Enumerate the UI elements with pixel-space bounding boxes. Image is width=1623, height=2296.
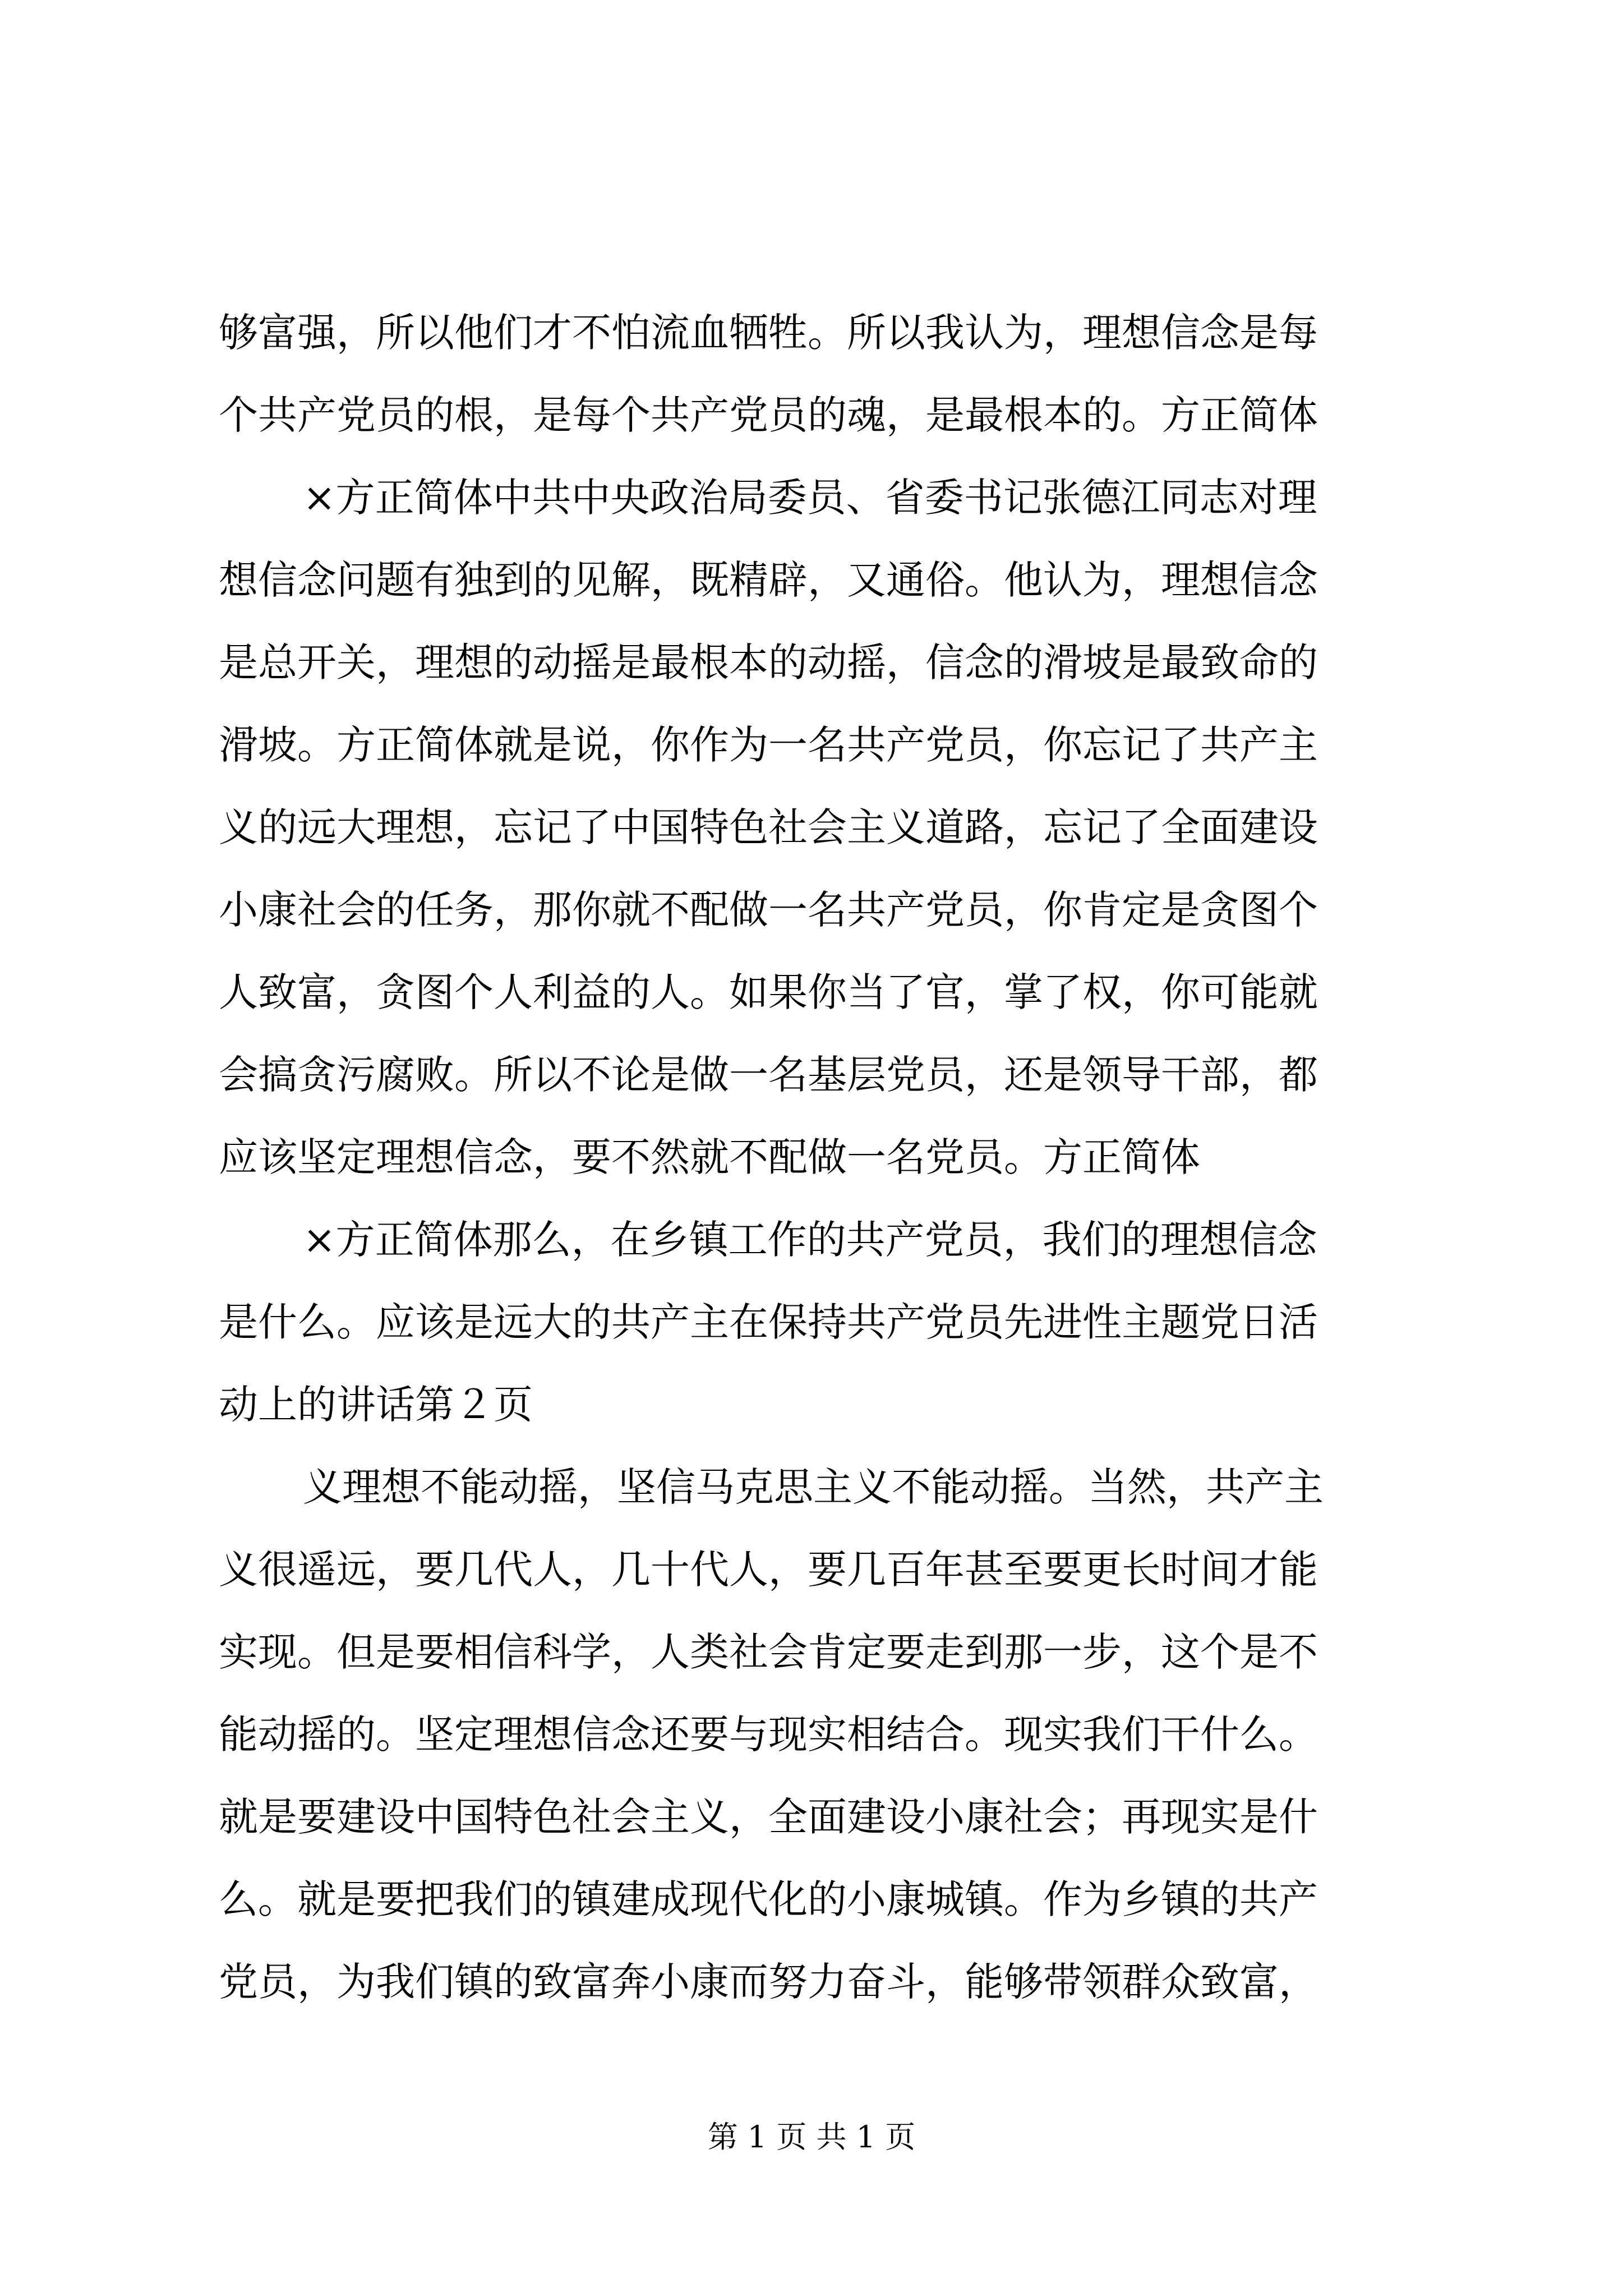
text-line: 会搞贪污腐败。所以不论是做一名基层党员，还是领导干部，都 (219, 1052, 1318, 1098)
text-line: 滑坡。方正简体就是说，你作为一名共产党员，你忘记了共产主 (219, 722, 1318, 768)
text-line: 实现。但是要相信科学，人类社会肯定要走到那一步，这个是不 (219, 1629, 1318, 1675)
text-line: 是什么。应该是远大的共产主在保持共产党员先进性主题党日活 (219, 1299, 1318, 1345)
text-line: 是总开关，理想的动摇是最根本的动摇，信念的滑坡是最致命的 (219, 639, 1318, 685)
text-line: 个共产党员的根，是每个共产党员的魂，是最根本的。方正简体 (219, 392, 1318, 438)
text-line: 人致富，贪图个人利益的人。如果你当了官，掌了权，你可能就 (219, 969, 1318, 1015)
text-line: 能动摇的。坚定理想信念还要与现实相结合。现实我们干什么。 (219, 1711, 1318, 1757)
text-line: 小康社会的任务，那你就不配做一名共产党员，你肯定是贪图个 (219, 887, 1318, 933)
page-number-footer: 第 1 页 共 1 页 (707, 2119, 916, 2155)
text-line: 够富强，所以他们才不怕流血牺牲。所以我认为，理想信念是每 (219, 310, 1318, 356)
text-line: 就是要建设中国特色社会主义，全面建设小康社会；再现实是什 (219, 1794, 1318, 1840)
document-body (219, 292, 1424, 2023)
text-line: ×方正简体中共中央政治局委员、省委书记张德江同志对理 (303, 475, 1317, 521)
text-line: 义理想不能动摇，坚信马克思主义不能动摇。当然，共产主 (303, 1464, 1324, 1510)
text-line: ×方正简体那么，在乡镇工作的共产党员，我们的理想信念 (303, 1217, 1317, 1263)
text-line: 应该坚定理想信念，要不然就不配做一名党员。方正简体 (219, 1134, 1200, 1180)
text-line: 义很遥远，要几代人，几十代人，要几百年甚至要更长时间才能 (219, 1547, 1318, 1593)
text-line: 动上的讲话第２页 (219, 1382, 533, 1428)
text-line: 么。就是要把我们的镇建成现代化的小康城镇。作为乡镇的共产 (219, 1876, 1318, 1922)
text-line: 义的远大理想，忘记了中国特色社会主义道路，忘记了全面建设 (219, 804, 1318, 850)
text-line: 想信念问题有独到的见解，既精辟，又通俗。他认为，理想信念 (219, 557, 1318, 603)
text-line: 党员，为我们镇的致富奔小康而努力奋斗，能够带领群众致富， (219, 1959, 1318, 2005)
